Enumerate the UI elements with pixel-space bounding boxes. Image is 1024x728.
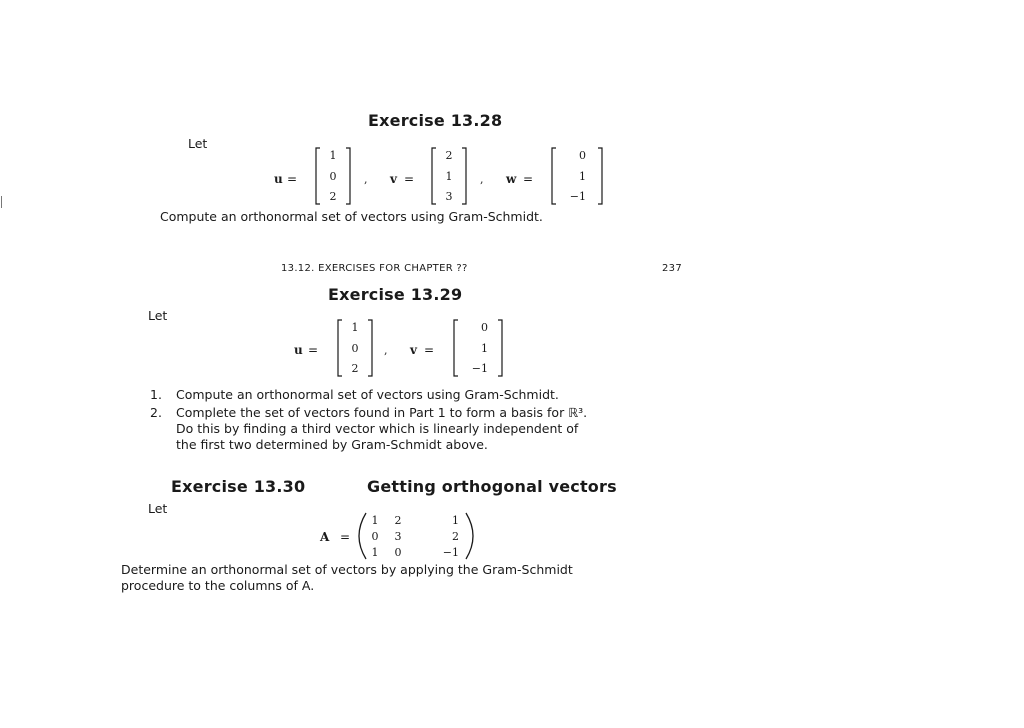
- bracket-right: [598, 148, 602, 204]
- vector-entry: 0: [579, 149, 586, 162]
- vector-entry: 0: [481, 321, 488, 334]
- paren-left: [359, 513, 366, 559]
- matrix-entry: 1: [452, 514, 459, 527]
- vector-entry: 1: [579, 170, 586, 183]
- exercise-13-28-title: Exercise 13.28: [368, 111, 503, 130]
- matrix-a-label: A: [320, 530, 330, 544]
- equals-sign: =: [287, 172, 298, 186]
- bracket-right: [368, 320, 372, 376]
- equals-sign: =: [308, 343, 319, 357]
- list-item-2-line-1: Complete the set of vectors found in Part 1 to form a basis for ℝ³.: [176, 405, 588, 420]
- vec-u-label: u: [274, 172, 283, 186]
- vector-entry: 2: [445, 149, 453, 162]
- exercise-13-30-task-line-2: procedure to the columns of A.: [121, 578, 315, 593]
- vec-v-label: v: [410, 343, 417, 357]
- running-header: 13.12. EXERCISES FOR CHAPTER ??: [281, 263, 468, 274]
- bracket-left: [552, 148, 556, 204]
- vector-entry: 2: [351, 362, 359, 375]
- comma: ,: [384, 344, 388, 357]
- vec-w-label: w: [506, 172, 517, 186]
- vector-entry: −1: [569, 190, 586, 203]
- exercise-13-30-title: Exercise 13.30: [171, 477, 306, 496]
- vector-entry: 2: [329, 190, 337, 203]
- vector-entry: 1: [445, 170, 453, 183]
- exercise-13-30-subtitle: Getting orthogonal vectors: [367, 477, 617, 496]
- matrix-entry: 0: [394, 546, 402, 559]
- vec-v-label: v: [390, 172, 397, 186]
- page-number: 237: [662, 263, 682, 274]
- matrix-entry: −1: [442, 546, 459, 559]
- vector-entry: −1: [471, 362, 488, 375]
- bracket-left: [316, 148, 320, 204]
- margin-mark: [1, 196, 2, 208]
- exercise-13-29-title: Exercise 13.29: [328, 285, 463, 304]
- comma: ,: [480, 173, 484, 186]
- list-item-1-number: 1.: [150, 387, 162, 402]
- equals-sign: =: [424, 343, 435, 357]
- vector-entry: 3: [445, 190, 453, 203]
- list-item-2-line-3: the first two determined by Gram-Schmidt above.: [176, 437, 488, 452]
- matrix-entry: 2: [394, 514, 402, 527]
- list-item-2-line-2: Do this by finding a third vector which is linearly independent of: [176, 421, 579, 436]
- equals-sign: =: [523, 172, 534, 186]
- paren-right: [466, 513, 473, 559]
- exercise-13-28-let: Let: [188, 136, 208, 151]
- equals-sign: =: [404, 172, 415, 186]
- vector-entry: 0: [351, 342, 359, 355]
- vec-u-label: u: [294, 343, 303, 357]
- bracket-left: [454, 320, 458, 376]
- bracket-left: [432, 148, 436, 204]
- exercise-13-29-vectors: [280, 316, 520, 380]
- matrix-entry: 2: [452, 530, 459, 543]
- exercise-13-29-let: Let: [148, 308, 168, 323]
- vector-entry: 1: [351, 321, 359, 334]
- exercise-13-30-task-line-1: Determine an orthonormal set of vectors by applying the Gram-Schmidt: [121, 562, 573, 577]
- exercise-13-28-task: Compute an orthonormal set of vectors using Gram-Schmidt.: [160, 209, 543, 224]
- equals-sign: =: [340, 530, 351, 544]
- matrix-entry: 1: [371, 514, 379, 527]
- matrix-entry: 0: [371, 530, 379, 543]
- list-item-1-text: Compute an orthonormal set of vectors using Gram-Schmidt.: [176, 387, 559, 402]
- vector-entry: 1: [481, 342, 488, 355]
- matrix-a: [314, 510, 484, 562]
- matrix-entry: 1: [371, 546, 379, 559]
- bracket-right: [346, 148, 350, 204]
- list-item-2-number: 2.: [150, 405, 162, 420]
- exercise-13-30-let: Let: [148, 501, 168, 516]
- vector-entry: 0: [329, 170, 337, 183]
- comma: ,: [364, 173, 368, 186]
- bracket-left: [338, 320, 342, 376]
- vector-entry: 1: [329, 149, 337, 162]
- exercise-13-28-vectors: [260, 142, 620, 208]
- bracket-right: [462, 148, 466, 204]
- bracket-right: [498, 320, 502, 376]
- matrix-entry: 3: [394, 530, 402, 543]
